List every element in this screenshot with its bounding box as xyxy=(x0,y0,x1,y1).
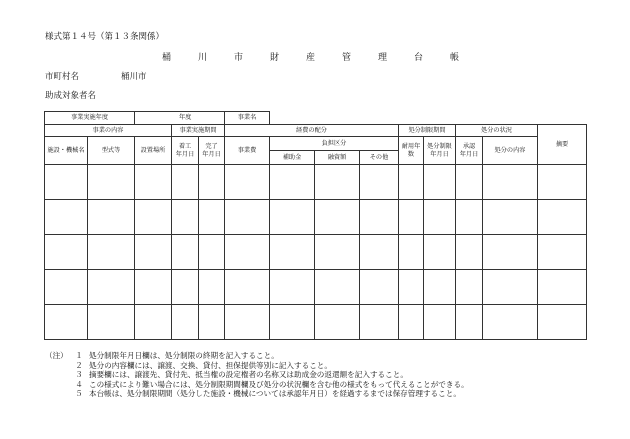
other-header: その他 xyxy=(360,151,399,165)
project-content-header: 事業の内容 xyxy=(45,125,172,137)
municipality-value: 桶川市 xyxy=(121,72,147,82)
disposal-limit-date-header xyxy=(424,137,456,165)
fiscal-year-label-cell: 事業実施年度 xyxy=(45,112,135,125)
useful-life-header: 耐用年数 xyxy=(399,137,424,165)
model-header: 型式等 xyxy=(88,137,135,165)
note-number: ５ xyxy=(75,389,83,398)
subsidy-target-label: 助成対象者名 xyxy=(45,91,97,101)
note-item xyxy=(45,370,469,380)
completion-ymd-label: 年月日 xyxy=(202,150,221,158)
subsidy-header: 補助金 xyxy=(270,151,315,165)
note-item xyxy=(45,389,469,399)
note-text: 本台帳は、処分制限期間（処分した施設・機械については承認年月日）を経過するまでは保存管理すること。 xyxy=(89,389,461,398)
note-text: 摘要欄には、譲渡先、貸付先、抵当権の設定権者の名称又は助成金の返還額を記入すること。 xyxy=(89,370,408,379)
table-row xyxy=(45,200,587,235)
fiscal-year-unit-cell: 年度 xyxy=(135,112,225,125)
start-label: 着工 xyxy=(178,143,192,151)
approval-ymd-label: 年月日 xyxy=(459,150,479,158)
remarks-header: 摘要 xyxy=(538,125,587,165)
property-ledger-table xyxy=(44,111,587,340)
table-row xyxy=(45,235,587,270)
note-item xyxy=(45,380,469,390)
start-ymd-label: 年月日 xyxy=(175,150,195,158)
project-period-header: 事業実施期間 xyxy=(172,125,225,137)
form-number-label: 様式第１４号（第１３条関係） xyxy=(45,32,165,42)
cost-allocation-header: 経費の配分 xyxy=(225,125,399,137)
note-number: ３ xyxy=(75,370,83,379)
approval-label: 承認 xyxy=(462,143,476,151)
financing-header: 融資額 xyxy=(315,151,360,165)
location-header: 設置場所 xyxy=(135,137,172,165)
project-name-label-cell: 事業名 xyxy=(225,112,270,125)
disposal-period-header: 処分制限期間 xyxy=(399,125,456,137)
note-number: ４ xyxy=(75,379,83,389)
note-item xyxy=(45,351,469,361)
completion-date-header xyxy=(199,137,225,165)
table-row xyxy=(45,270,587,305)
project-cost-header: 事業費 xyxy=(225,137,270,165)
note-text: 処分の内容欄には、譲渡、交換、貸付、担保提供等別に記入すること。 xyxy=(89,360,332,370)
start-date-header xyxy=(172,137,199,165)
facility-name-header: 施設・機械名 xyxy=(45,137,88,165)
burden-category-header: 負担区分 xyxy=(270,137,399,151)
disposal-limit-label: 処分制限 xyxy=(427,143,452,151)
disposal-content-header: 処分の内容 xyxy=(483,137,538,165)
notes-section xyxy=(45,351,469,399)
notes-prefix: （注） xyxy=(45,351,68,360)
document-title: 桶 川 市 財 産 管 理 台 帳 xyxy=(161,53,468,63)
completion-label: 完了 xyxy=(205,143,218,151)
note-text: この様式により難い場合には、処分制限期間欄及び処分の状況欄を含む他の様式をもって代えることができる。 xyxy=(89,379,469,389)
note-number: ２ xyxy=(75,360,83,370)
approval-date-header xyxy=(456,137,483,165)
header-row-1 xyxy=(45,112,587,125)
disposal-limit-ymd-label: 年月日 xyxy=(430,150,449,158)
table-row xyxy=(45,305,587,340)
note-item xyxy=(45,361,469,371)
header-row-2 xyxy=(45,125,587,137)
header-row-3 xyxy=(45,137,587,151)
table-row xyxy=(45,165,587,200)
municipality-label: 市町村名 xyxy=(45,72,80,82)
note-text: 処分制限年月日欄は、処分制限の終期を記入すること。 xyxy=(89,351,279,360)
project-name-value-cell[interactable] xyxy=(270,112,587,125)
note-number: １ xyxy=(75,351,83,360)
disposal-status-header: 処分の状況 xyxy=(456,125,538,137)
